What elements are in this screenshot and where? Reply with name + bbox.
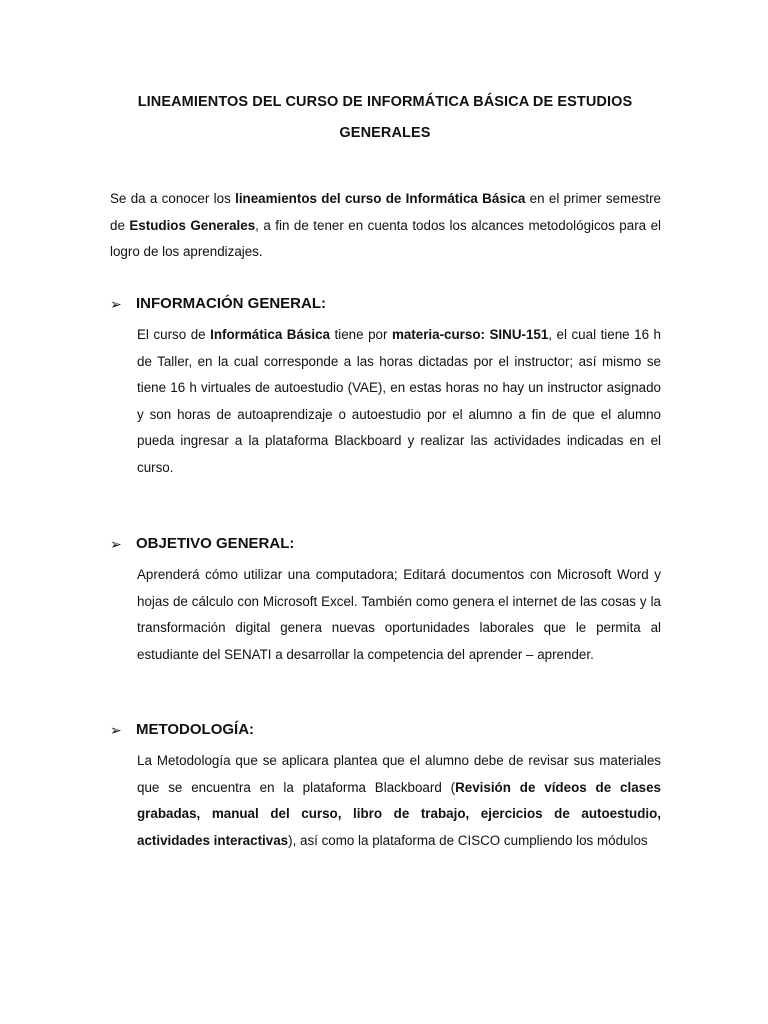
section-heading-text: OBJETIVO GENERAL: [136,535,295,552]
arrow-bullet-icon: ➢ [110,722,122,738]
section-bold-text: materia-curso: SINU-151 [391,327,549,342]
section-heading-metodologia [110,719,254,741]
section-text: ), así como la plataforma de CISCO cumpliendo los módulos [288,832,648,848]
document-title-line-1: LINEAMIENTOS DEL CURSO DE INFORMÁTICA BÁSICA DE ESTUDIOS [137,94,633,110]
intro-text-1: Se da a conocer los [110,191,236,206]
section-text: tiene por [330,327,392,342]
section-bold-text: Revisión de vídeos de clases grabadas, manual del curso, libro de trabajo, ejercicios de autoestudio, actividades interactivas [137,779,661,848]
arrow-bullet-icon: ➢ [110,536,122,552]
section-text: , el cual tiene 16 h de Taller, en la cual corresponde a las horas dictadas por el instructor; así mismo se tiene 16 h virtuales de autoestudio (VAE), en estas horas no hay un instructor asignado y son horas de autoaprendizaje o autoestudio por el alumno a fin de que el alumno pueda ingresar a la plataforma Blackboard y realizar las actividades indicadas en el curso. [137,327,661,475]
intro-text-2: en el primer semestre de [110,191,661,233]
section-heading-informacion-general [110,293,326,315]
section-text: La Metodología que se aplicara plantea que el alumno debe de revisar sus materiales que se encuentra en la plataforma Blackboard ( [137,753,661,795]
section-heading-text: METODOLOGÍA: [136,721,255,738]
section-heading-text: INFORMACIÓN GENERAL: [136,295,326,312]
intro-paragraph [110,186,661,266]
intro-text-3: , a fin de tener en cuenta todos los alcances metodológicos para el logro de los aprendizajes. [110,217,662,260]
section-paragraph-informacion-general [137,322,661,482]
section-paragraph-metodologia [137,748,661,854]
section-heading-objetivo-general [110,533,294,555]
intro-bold-1: lineamientos del curso de Informática Básica [235,191,526,206]
section-text: El curso de [137,327,211,342]
section-bold-text: Informática Básica [210,327,330,342]
intro-bold-2: Estudios Generales [129,217,256,233]
section-paragraph-objetivo-general: Aprenderá cómo utilizar una computadora; Editará documentos con Microsoft Word y hojas de cálculo con Microsoft Excel. También como genera el internet de las cosas y la transformación digital genera nuevas oportunidades laborales que le permita al estudiante del SENATI a desarrollar la competencia del aprender – aprender. [137,567,661,662]
arrow-bullet-icon: ➢ [110,296,122,312]
document-title-line-2: GENERALES [339,125,431,141]
